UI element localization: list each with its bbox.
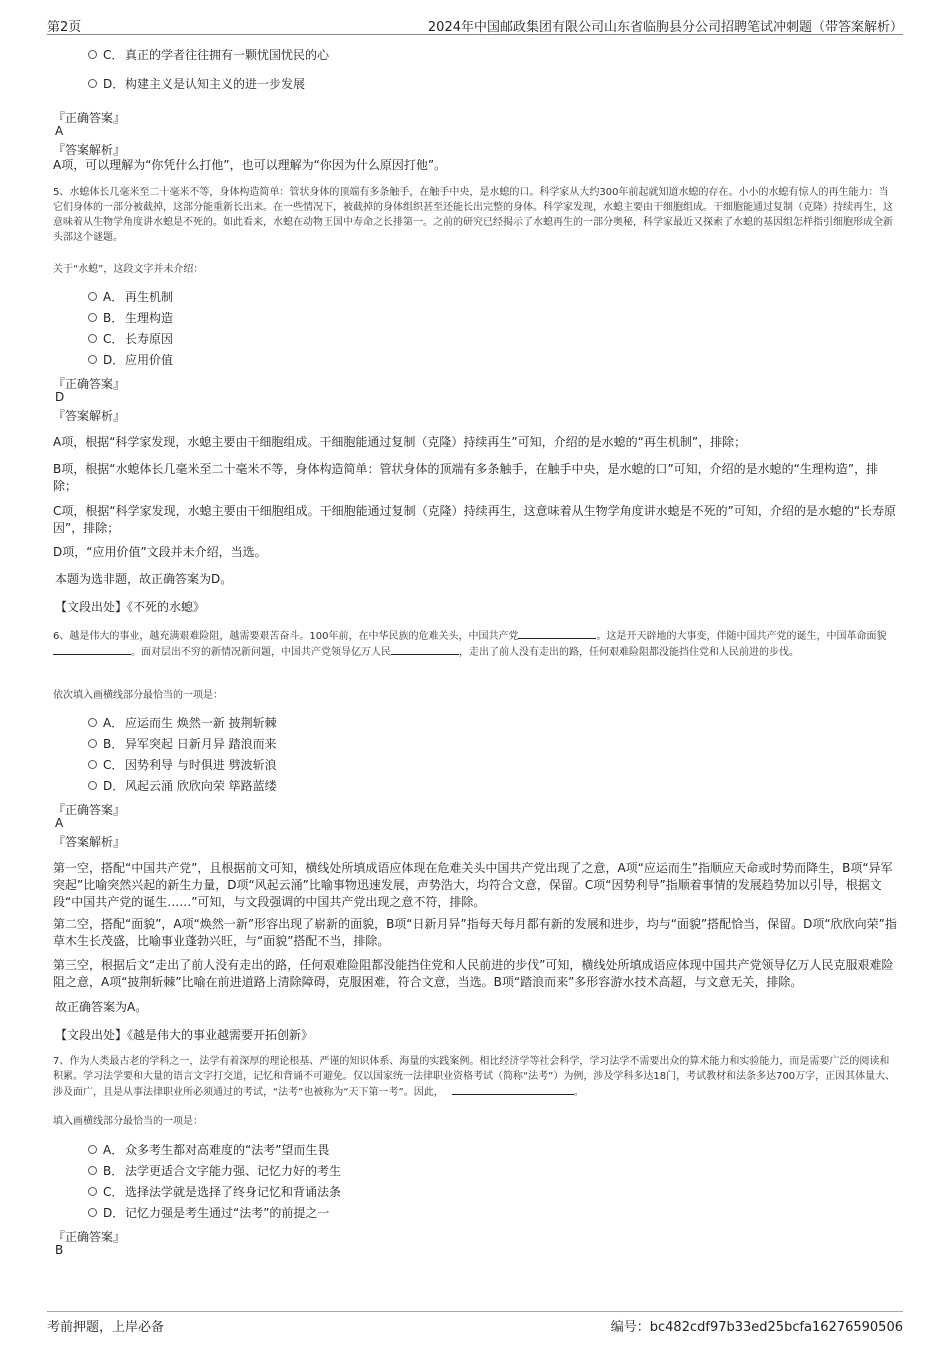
radio-icon[interactable] [88,781,97,790]
question-7-prompt: 填入画横线部分最恰当的一项是： [53,1116,203,1127]
analysis-paragraph: A项，根据“科学家发现，水螅主要由干细胞组成。干细胞能通过复制（克隆）持续再生”可知，介绍的是水螅的“再生机制”，排除； [53,435,747,449]
option-a[interactable]: A． 众多考生都对高难度的“法考”望而生畏 [88,1141,329,1159]
analysis-paragraph: 第三空，根据后文“走出了前人没有走出的路，任何艰难险阻都没能挡住党和人民前进的步伐”可知，横线处所填成语应体现中国共产党领导亿万人民克服艰难险阻之意，A项“披荆斩棘”比喻在前进道路上清除障碍，克服困难，符合文意，当选。B项“踏浪而来”多形容游水技术高超，与文意无关，排除。 [53,958,894,989]
radio-icon[interactable] [88,1166,97,1175]
blank-line [452,1084,574,1095]
analysis-label: 『答案解析』 [53,143,126,157]
question-6-prompt: 依次填入画横线部分最恰当的一项是： [53,690,223,701]
radio-icon[interactable] [88,79,97,88]
analysis-paragraph: D项，“应用价值”文段并未介绍，当选。 [53,545,267,559]
radio-icon[interactable] [88,1187,97,1196]
option-c[interactable]: C． 真正的学者往往拥有一颗忧国忧民的心 [88,46,329,64]
answer-label: 『正确答案』 [53,377,126,391]
question-6-passage: 6、越是伟大的事业，越充满艰难险阻，越需要艰苦奋斗。100年前，在中华民族的危难关头，中国共产党 。这是开天辟地的大事变，伴随中国共产党的诞生，中国革命面貌。面对层出不穷的新情况新问题，中国共产党领导亿万人民 ，走出了前人没有走出的路，任何艰难险阻都没能挡住党和人民前进的步伐。 [53,628,898,660]
option-d[interactable]: D．风起云涌 欣欣向荣 筚路蓝缕 [88,777,277,795]
radio-icon[interactable] [88,355,97,364]
answer-value: A [55,816,64,830]
option-a[interactable]: A． 再生机制 [88,288,173,306]
option-d[interactable]: D．构建主义是认知主义的进一步发展 [88,75,305,93]
option-a[interactable]: A． 应运而生 焕然一新 披荆斩棘 [88,714,277,732]
source-citation: 【文段出处】《不死的水螅》 [55,600,206,614]
answer-label: 『正确答案』 [53,1230,126,1244]
option-c[interactable]: C． 选择法学就是选择了终身记忆和背诵法条 [88,1183,341,1201]
answer-value: B [55,1243,64,1257]
analysis-conclusion: 故正确答案为A。 [55,1000,148,1014]
analysis-label: 『答案解析』 [53,835,126,849]
page-header [47,14,903,35]
blank-line [53,644,131,655]
document-title: 2024年中国邮政集团有限公司山东省临朐县分公司招聘笔试冲刺题（带答案解析） [427,20,903,35]
page-number: 第2页 [47,20,82,35]
radio-icon[interactable] [88,50,97,59]
analysis-conclusion: 本题为选非题，故正确答案为D。 [55,572,233,586]
analysis-label: 『答案解析』 [53,409,126,423]
question-7-passage: 7、作为人类最古老的学科之一，法学有着深厚的理论根基、严谨的知识体系、海量的实践案例。相比经济学等社会科学，学习法学不需要出众的算术能力和实验能力，而是需要广泛的阅读和积累。学习法学要和大量的语言文字打交道，记忆和背诵不可避免。仅以国家统一法律职业资格考试（简称“法考”）为例，涉及学科多达18门，考试教材和法条多达700万字，正因其体量大、涉及面广，且是从事法律职业所必须通过的考试，“法考”也被称为“天下第一考”。因此， 。 [53,1056,896,1098]
analysis-text: A项，可以理解为“你凭什么打他”，也可以理解为“你因为什么原因打他”。 [53,158,447,172]
radio-icon[interactable] [88,760,97,769]
option-b[interactable]: B． 异军突起 日新月异 踏浪而来 [88,735,277,753]
analysis-paragraph: B项，根据“水螅体长几毫米至二十毫米不等，身体构造简单：管状身体的顶端有多条触手，在触手中央，是水螅的口”可知，介绍的是水螅的“生理构造”，排除； [53,462,879,493]
analysis-paragraph: C项，根据“科学家发现，水螅主要由干细胞组成。干细胞能通过复制（克隆）持续再生，这意味着从生物学角度讲水螅是不死的”可知，介绍的是水螅的“长寿原因”，排除； [53,504,897,535]
option-b[interactable]: B． 生理构造 [88,309,173,327]
question-5-passage: 5、水螅体长几毫米至二十毫米不等，身体构造简单：管状身体的顶端有多条触手，在触手中央，是水螅的口。科学家从大约300年前起就知道水螅的存在。小小的水螅有惊人的再生能力：当它们身体的一部分被截掉，这部分能重新长出来。在一些情况下，被截掉的身体组织甚至还能长出完整的身体。科学家发现，水螅主要由干细胞组成。干细胞能通过复制（克隆）持续再生，这意味着从生物学角度讲水螅是不死的。如此看来，水螅在动物王国中寿命之长排第一。之前的研究已经揭示了水螅再生的一部分奥秘，科学家最近又探索了水螅的基因组怎样指引细胞形成全新头部这个谜题。 [53,187,893,243]
radio-icon[interactable] [88,313,97,322]
option-d[interactable]: D．记忆力强是考生通过“法考”的前提之一 [88,1204,329,1222]
analysis-paragraph: 第一空，搭配“中国共产党”，且根据前文可知，横线处所填成语应体现在危难关头中国共产党出现了之意，A项“应运而生”指顺应天命或时势而降生，B项“异军突起”比喻突然兴起的新生力量，D项“风起云涌”比喻事物迅速发展，声势浩大，均符合文意，保留。C项“因势利导”指顺着事情的发展趋势加以引导，根据文段“中国共产党的诞生……”可知，与文段强调的中国共产党出现之意不符，排除。 [53,861,893,909]
blank-line [518,628,596,639]
radio-icon[interactable] [88,1208,97,1217]
blank-line [391,644,459,655]
option-c[interactable]: C． 因势利导 与时俱进 劈波斩浪 [88,756,277,774]
footer-slogan: 考前押题，上岸必备 [47,1320,165,1335]
answer-value: A [55,124,64,138]
page-footer [47,1311,903,1336]
option-d[interactable]: D．应用价值 [88,351,173,369]
radio-icon[interactable] [88,1145,97,1154]
answer-value: D [55,390,65,404]
radio-icon[interactable] [88,334,97,343]
answer-label: 『正确答案』 [53,803,126,817]
option-c[interactable]: C． 长寿原因 [88,330,173,348]
option-b[interactable]: B． 法学更适合文字能力强、记忆力好的考生 [88,1162,341,1180]
document-id: 编号：bc482cdf97b33ed25bcfa16276590506 [610,1320,903,1335]
question-5-prompt: 关于“水螅”，这段文字并未介绍： [53,264,204,275]
radio-icon[interactable] [88,718,97,727]
radio-icon[interactable] [88,739,97,748]
source-citation: 【文段出处】《越是伟大的事业越需要开拓创新》 [55,1028,314,1042]
analysis-paragraph: 第二空，搭配“面貌”，A项“焕然一新”形容出现了崭新的面貌，B项“日新月异”指每天每月都有新的发展和进步，均与“面貌”搭配恰当，保留。D项“欣欣向荣”指草木生长茂盛，比喻事业蓬勃兴旺，与“面貌”搭配不当，排除。 [53,917,897,948]
answer-label: 『正确答案』 [53,111,126,125]
radio-icon[interactable] [88,292,97,301]
